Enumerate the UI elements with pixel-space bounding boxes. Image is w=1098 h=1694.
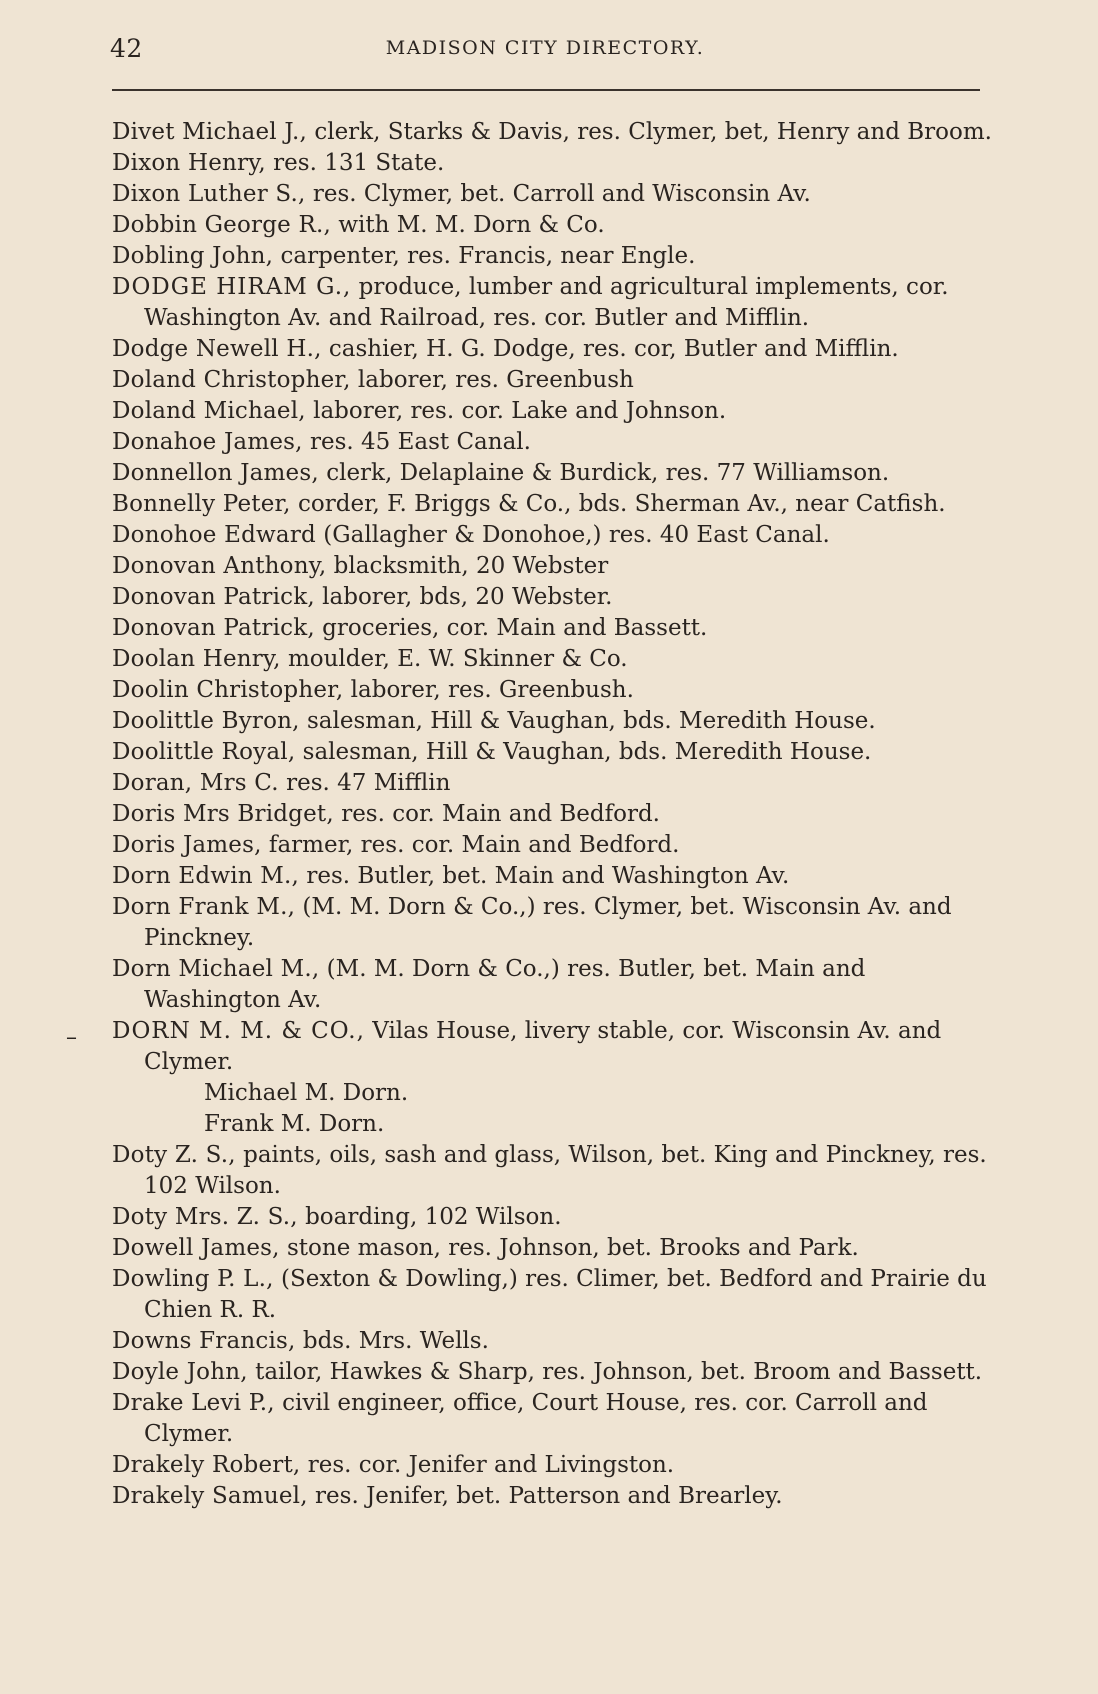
directory-entry (112, 1264, 992, 1326)
entry-name: Drake Levi P., (112, 1390, 275, 1416)
margin-mark: – (66, 1025, 77, 1050)
entry-name: Dobling John, (112, 243, 274, 269)
entry-details: salesman, Hill & Vaughan, bds. Meredith House. (295, 739, 872, 765)
entry-name: Doris James, (112, 832, 262, 858)
entry-name: Doris Mrs Bridget, (112, 801, 334, 827)
directory-entry (112, 1233, 992, 1264)
directory-entry (112, 861, 992, 892)
entry-name: Donovan Patrick, (112, 615, 315, 641)
entry-name: Downs Francis, (112, 1328, 296, 1354)
entry-name: Donnellon James, (112, 460, 319, 486)
entry-name: Doolittle Royal, (112, 739, 296, 765)
entry-details: res. 47 Mifflin (278, 770, 451, 796)
entry-details: res. 45 East Canal. (302, 429, 531, 455)
entry-details: salesman, Hill & Vaughan, bds. Meredith House. (299, 708, 876, 734)
entry-details: stone mason, res. Johnson, bet. Brooks and Park. (279, 1235, 859, 1261)
entry-details: with M. M. Dorn & Co. (331, 212, 605, 238)
entry-details: cashier, H. G. Dodge, res. cor, Butler and Mifflin. (321, 336, 899, 362)
directory-entry (112, 334, 992, 365)
entry-name: Dobbin George R., (112, 212, 332, 238)
entry-details: paints, oils, sash and glass, Wilson, bet. King and Pinckney, res. 102 Wilson. (144, 1142, 987, 1199)
entry-details: corder, F. Briggs & Co., bds. Sherman Av., near Catfish. (290, 491, 946, 517)
entry-details: res. 131 State. (265, 150, 445, 176)
entry-details: res. cor. Jenifer and Livingston. (300, 1452, 675, 1478)
directory-entry (112, 768, 992, 799)
entry-name: Dorn Edwin M., (112, 863, 300, 889)
directory-entry (112, 241, 992, 272)
header-rule (112, 89, 980, 91)
entry-details: res. Jenifer, bet. Patterson and Brearley. (307, 1483, 783, 1509)
entry-name: Dixon Henry, (112, 150, 266, 176)
entry-details: res. cor. Main and Bedford. (333, 801, 660, 827)
directory-entry (112, 458, 992, 489)
firm-member: Michael M. Dorn. (204, 1080, 409, 1106)
entry-name: Donovan Patrick, (112, 584, 315, 610)
entry-name: Doty Mrs. Z. S., (112, 1204, 298, 1230)
directory-entry (112, 1202, 992, 1233)
entry-name: Drakely Robert, (112, 1452, 301, 1478)
entry-details: Vilas House, livery stable, cor. Wisconsin Av. and Clymer. (144, 1018, 942, 1075)
directory-entry (112, 1016, 992, 1078)
entry-name: Doolan Henry, (112, 646, 281, 672)
entry-details: laborer, res. Greenbush. (343, 677, 634, 703)
entry-details: groceries, cor. Main and Bassett. (314, 615, 708, 641)
entry-name: Divet Michael J., (112, 119, 308, 145)
directory-entry (112, 396, 992, 427)
directory-entry (112, 551, 992, 582)
entry-details: blacksmith, 20 Webster (326, 553, 609, 579)
running-title: MADISON CITY DIRECTORY. (385, 37, 705, 59)
entry-name: Dorn Michael M., (112, 956, 320, 982)
directory-entry (112, 1450, 992, 1481)
entry-name: Dowell James, (112, 1235, 280, 1261)
directory-entry (112, 272, 992, 334)
directory-entry (112, 1326, 992, 1357)
entry-name: Doolin Christopher, (112, 677, 344, 703)
entry-details: clerk, Starks & Davis, res. Clymer, bet, Henry and Broom. (307, 119, 992, 145)
directory-entry (112, 1388, 992, 1450)
directory-entry (112, 1481, 992, 1512)
entry-details: clerk, Delaplaine & Burdick, res. 77 Williamson. (318, 460, 890, 486)
entry-name: Donovan Anthony, (112, 553, 327, 579)
directory-entry (112, 613, 992, 644)
directory-entry (112, 830, 992, 861)
entry-details: laborer, res. cor. Lake and Johnson. (305, 398, 727, 424)
entry-details: farmer, res. cor. Main and Bedford. (261, 832, 680, 858)
directory-entry (112, 148, 992, 179)
directory-entry (112, 365, 992, 396)
entry-details: produce, lumber and agricultural implements, cor. Washington Av. and Railroad, res. cor. Butler and Mifflin. (144, 274, 949, 331)
directory-entry (112, 179, 992, 210)
entry-name: Donahoe James, (112, 429, 303, 455)
entry-details: moulder, E. W. Skinner & Co. (280, 646, 628, 672)
entry-name: Doland Michael, (112, 398, 306, 424)
directory-entry (112, 1357, 992, 1388)
page-number: 42 (110, 34, 143, 63)
directory-entry (112, 737, 992, 768)
entry-details: (Sexton & Dowling,) res. Climer, bet. Bedford and Prairie du Chien R. R. (144, 1266, 987, 1323)
directory-entry (112, 117, 992, 148)
entry-name: Drakely Samuel, (112, 1483, 308, 1509)
entry-name: DORN M. M. & CO., (112, 1018, 365, 1044)
directory-entry (112, 675, 992, 706)
entry-name: Doty Z. S., (112, 1142, 236, 1168)
directory-entry (112, 489, 992, 520)
entry-details: civil engineer, office, Court House, res. cor. Carroll and Clymer. (144, 1390, 928, 1447)
entry-details: laborer, res. Greenbush (350, 367, 634, 393)
entry-name: DODGE HIRAM G., (112, 274, 352, 300)
directory-entry (112, 706, 992, 737)
entry-details: boarding, 102 Wilson. (297, 1204, 562, 1230)
entry-details: res. Butler, bet. Main and Washington Av. (299, 863, 790, 889)
directory-entry (112, 799, 992, 830)
entry-name: Donohoe Edward (112, 522, 316, 548)
entry-details: laborer, bds, 20 Webster. (314, 584, 613, 610)
entry-details: bds. Mrs. Wells. (295, 1328, 489, 1354)
directory-entry (112, 427, 992, 458)
page-header (110, 34, 980, 68)
entry-name: Doyle John, (112, 1359, 248, 1385)
entry-details: tailor, Hawkes & Sharp, res. Johnson, bet. Broom and Bassett. (247, 1359, 983, 1385)
entry-details: (Gallagher & Donohoe,) res. 40 East Canal. (315, 522, 830, 548)
firm-member: Frank M. Dorn. (204, 1111, 385, 1137)
entry-details: (M. M. Dorn & Co.,) res. Clymer, bet. Wisconsin Av. and Pinckney. (144, 894, 952, 951)
entry-details: carpenter, res. Francis, near Engle. (273, 243, 696, 269)
directory-entry (112, 892, 992, 954)
directory-entry (112, 954, 992, 1016)
entry-details: res. Clymer, bet. Carroll and Wisconsin Av. (305, 181, 811, 207)
entry-name: Doolittle Byron, (112, 708, 300, 734)
entry-name: Bonnelly Peter, (112, 491, 291, 517)
entry-name: Dorn Frank M., (112, 894, 296, 920)
entry-name: Dowling P. L., (112, 1266, 274, 1292)
entry-name: Doland Christopher, (112, 367, 351, 393)
directory-entry (112, 644, 992, 675)
directory-entry (112, 210, 992, 241)
entry-details: (M. M. Dorn & Co.,) res. Butler, bet. Main and Washington Av. (144, 956, 866, 1013)
directory-entries (112, 117, 992, 1512)
entry-name: Dodge Newell H., (112, 336, 322, 362)
entry-name: Doran, Mrs C. (112, 770, 279, 796)
directory-entry (112, 582, 992, 613)
directory-entry (112, 520, 992, 551)
entry-name: Dixon Luther S., (112, 181, 306, 207)
directory-entry (112, 1140, 992, 1202)
